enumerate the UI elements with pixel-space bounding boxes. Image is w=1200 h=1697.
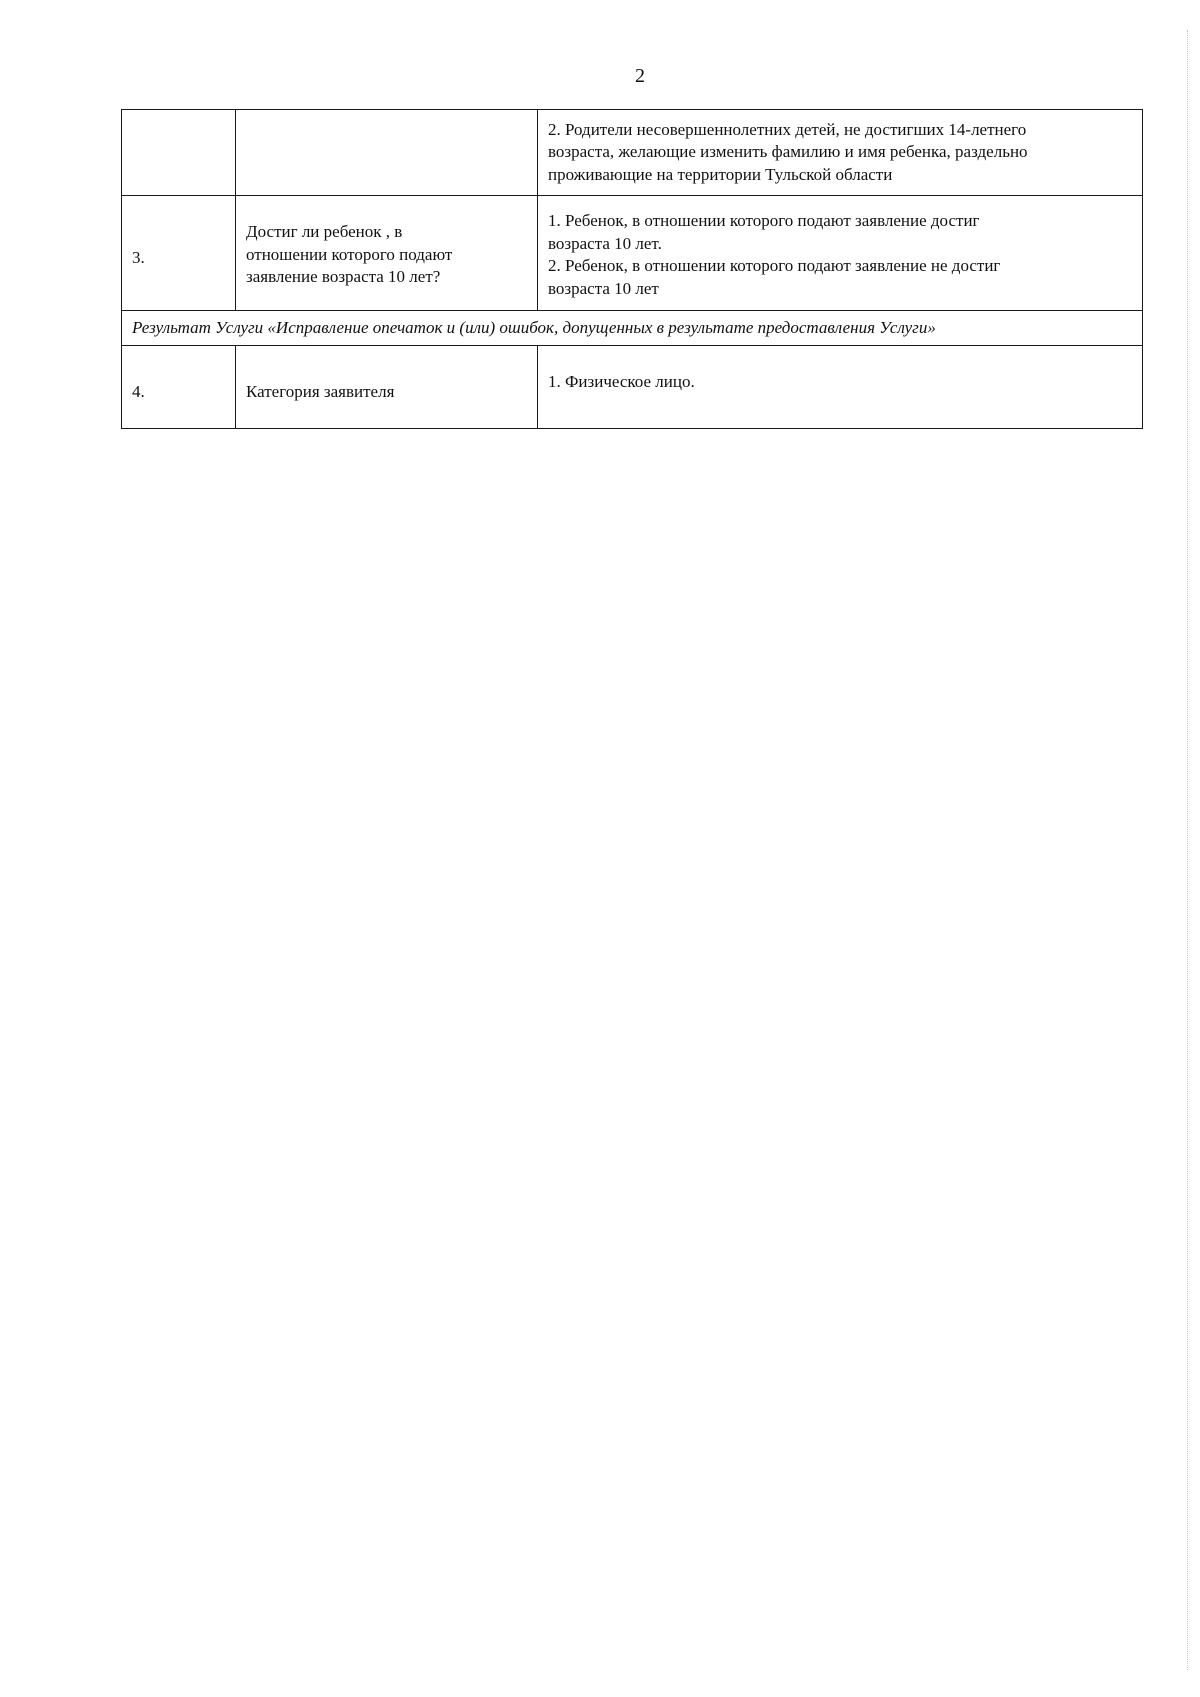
answer-line: 2. Ребенок, в отношении которого подают заявление не достиг xyxy=(548,256,1001,275)
section-heading: Результат Услуги «Исправление опечаток и (или) ошибок, допущенных в результате предоставления Услуги» xyxy=(122,311,1143,346)
row-number-cell: 3. xyxy=(122,196,236,311)
row-number-cell xyxy=(122,110,236,196)
answer-line: проживающие на территории Тульской области xyxy=(548,164,893,184)
answer-cell xyxy=(538,110,1143,196)
table-row xyxy=(122,346,1143,429)
scan-edge-divider xyxy=(1186,30,1188,1670)
question-cell xyxy=(236,196,538,311)
answer-line: возраста, желающие изменить фамилию и имя ребенка, раздельно xyxy=(548,142,1028,162)
question-line: отношении которого подают xyxy=(246,244,453,264)
answer-line: возраста 10 лет. xyxy=(548,233,662,253)
row-number-cell: 4. xyxy=(122,346,236,429)
section-heading-row xyxy=(122,311,1143,346)
table-row xyxy=(122,196,1143,311)
answer-cell xyxy=(538,196,1143,311)
page-number: 2 xyxy=(635,65,645,87)
answer-line: 2. Родители несовершеннолетних детей, не достигших 14-летнего xyxy=(548,119,1027,139)
question-cell xyxy=(236,110,538,196)
question-line: заявление возраста 10 лет? xyxy=(246,267,441,287)
criteria-table xyxy=(121,109,1143,429)
table-row xyxy=(122,110,1143,196)
question-line: Достиг ли ребенок , в xyxy=(246,222,403,242)
answer-line: возраста 10 лет xyxy=(548,278,659,298)
answer-line: 1. Ребенок, в отношении которого подают заявление достиг xyxy=(548,211,980,230)
question-cell: Категория заявителя xyxy=(236,346,538,429)
answer-cell: 1. Физическое лицо. xyxy=(538,346,1143,429)
